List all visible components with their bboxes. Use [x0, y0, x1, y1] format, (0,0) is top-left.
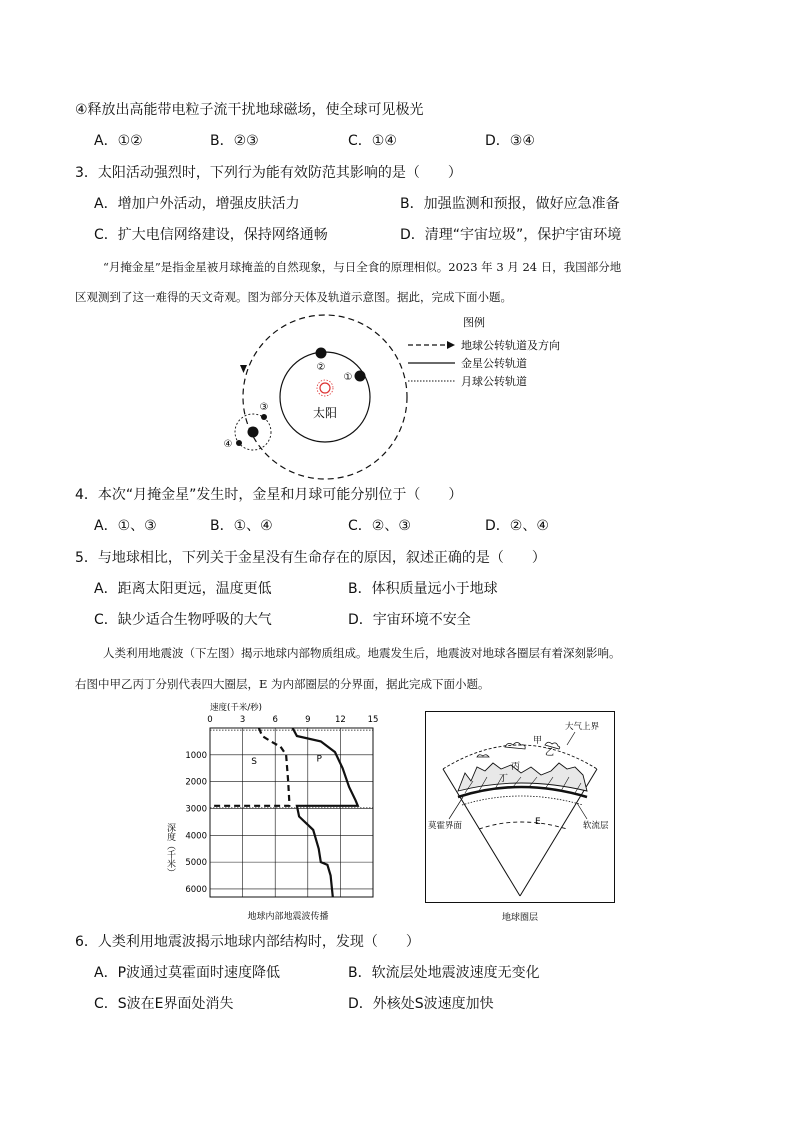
q4-choice-c: C．②、③ — [348, 518, 411, 534]
q6-choice-b: B．软流层处地震波速度无变化 — [348, 965, 540, 981]
chart-series-S — [210, 728, 289, 806]
legend-moon-text: 月球公转轨道 — [461, 375, 527, 388]
q3-choice-b: B．加强监测和预报，做好应急准备 — [400, 196, 620, 212]
earth-orbit — [243, 315, 407, 479]
label-moho: 莫霍界面 — [428, 821, 463, 831]
chart-y-tick-label: 3000 — [185, 804, 207, 815]
label-position-1: ① — [343, 372, 353, 383]
label-yi: 乙 — [545, 748, 555, 758]
chart-x-axis-label: 速度(千米/秒) — [210, 703, 262, 713]
chart-y-tick-label: 2000 — [185, 777, 207, 788]
moho-line — [458, 787, 587, 797]
q5-choice-d: D．宇宙环境不安全 — [348, 612, 471, 628]
label-bing: 丙 — [511, 762, 521, 772]
chart-series-label-S: S — [251, 757, 258, 768]
q2-choice-d: D．③④ — [485, 133, 535, 149]
chart-title: 地球内部地震波传播 — [247, 912, 329, 922]
q2-option-4: ④释放出高能带电粒子流干扰地球磁场，使全球可见极光 — [75, 102, 424, 118]
chart-x-tick-label: 6 — [272, 715, 278, 725]
orbit-diagram — [215, 312, 585, 487]
legend-earth-text: 地球公转轨道及方向 — [461, 339, 560, 352]
label-atmosphere-top: 大气上界 — [565, 722, 600, 732]
sun-icon — [317, 380, 333, 396]
label-position-2: ② — [316, 362, 326, 373]
chart-x-tick-label: 0 — [207, 715, 213, 725]
atmosphere-top-pointer — [567, 732, 575, 745]
legend-title: 图例 — [463, 316, 485, 329]
q3-stem: 3．太阳活动强烈时，下列行为能有效防范其影响的是（ ） — [75, 165, 462, 181]
earth-icon — [248, 427, 259, 438]
seismic-wave-chart — [160, 700, 400, 925]
q6-choice-d: D．外核处S波速度加快 — [348, 996, 494, 1012]
q3-choice-d: D．清理“宇宙垃圾”，保护宇宙环境 — [400, 227, 622, 243]
label-ding: 丁 — [499, 774, 509, 784]
chart-series-label-P: P — [316, 754, 322, 765]
passage2-line2: 右图中甲乙丙丁分别代表四大圈层，E 为内部圈层的分界面，据此完成下面小题。 — [75, 677, 490, 691]
label-jia: 甲 — [533, 736, 543, 746]
chart-y-tick-label: 5000 — [185, 858, 207, 869]
q4-choice-d: D．②、④ — [485, 518, 549, 534]
chart-y-tick-label: 4000 — [185, 831, 207, 842]
legend-arrow-icon — [447, 341, 455, 349]
q5-choice-c: C．缺少适合生物呼吸的大气 — [94, 612, 272, 628]
q3-choice-a: A．增加户外活动，增强皮肤活力 — [94, 196, 300, 212]
q6-choice-c: C．S波在E界面处消失 — [94, 996, 234, 1012]
q6-stem: 6．人类利用地震波揭示地球内部结构时，发现（ ） — [75, 934, 420, 950]
asthenosphere-band — [462, 796, 583, 805]
spheres-title: 地球圈层 — [501, 913, 539, 923]
venus-position-1 — [355, 371, 366, 382]
q6-choice-a: A．P波通过莫霍面时速度降低 — [94, 965, 281, 981]
chart-series-P — [293, 728, 358, 897]
chart-x-tick-label: 9 — [305, 715, 311, 725]
q5-choice-a: A．距离太阳更远，温度更低 — [94, 581, 272, 597]
moon-position-4 — [236, 440, 242, 446]
label-position-3: ③ — [259, 402, 269, 413]
label-e: E — [535, 817, 541, 827]
label-position-4: ④ — [223, 439, 233, 450]
chart-x-tick-label: 3 — [239, 715, 246, 725]
venus-position-2 — [316, 348, 327, 359]
earth-spheres-diagram — [425, 711, 615, 926]
q3-choice-c: C．扩大电信网络建设，保持网络通畅 — [94, 227, 328, 243]
q5-choice-b: B．体积质量远小于地球 — [348, 581, 498, 597]
sun-label: 太阳 — [312, 406, 338, 420]
moon-position-3 — [261, 414, 267, 420]
q4-choice-a: A．①、③ — [94, 518, 157, 534]
moho-pointer — [449, 797, 463, 819]
e-boundary — [479, 822, 567, 829]
chart-y-tick-label: 1000 — [185, 750, 207, 761]
orbit-direction-arrow — [240, 365, 247, 373]
label-asthenosphere: 软流层 — [583, 821, 609, 831]
q2-choice-c: C．①④ — [348, 133, 397, 149]
chart-x-tick-label: 12 — [334, 715, 346, 725]
q2-choice-a: A．①② — [94, 133, 143, 149]
passage1-line2: 区观测到了这一难得的天文奇观。图为部分天体及轨道示意图。据此，完成下面小题。 — [75, 290, 512, 304]
spheres-frame — [426, 712, 615, 903]
passage2-line1: 人类利用地震波（下左图）揭示地球内部物质组成。地震发生后，地震波对地球各圈层有着深刻影响。 — [103, 646, 621, 660]
chart-y-axis-label: 深度（千米） — [165, 823, 175, 877]
chart-x-tick-label: 15 — [367, 715, 379, 725]
chart-plot-frame — [210, 728, 373, 897]
passage1-line1: “月掩金星”是指金星被月球掩盖的自然现象，与日全食的原理相似。2023 年 3 月 24 日，我国部分地 — [103, 260, 622, 274]
legend-venus-text: 金星公转轨道 — [461, 357, 527, 370]
q4-choice-b: B．①、④ — [210, 518, 273, 534]
q5-stem: 5．与地球相比，下列关于金星没有生命存在的原因，叙述正确的是（ ） — [75, 550, 546, 566]
q2-choice-b: B．②③ — [210, 133, 259, 149]
asthenosphere-pointer — [577, 803, 587, 819]
chart-y-tick-label: 6000 — [185, 884, 207, 895]
q4-stem: 4．本次“月掩金星”发生时，金星和月球可能分别位于（ ） — [75, 487, 463, 503]
